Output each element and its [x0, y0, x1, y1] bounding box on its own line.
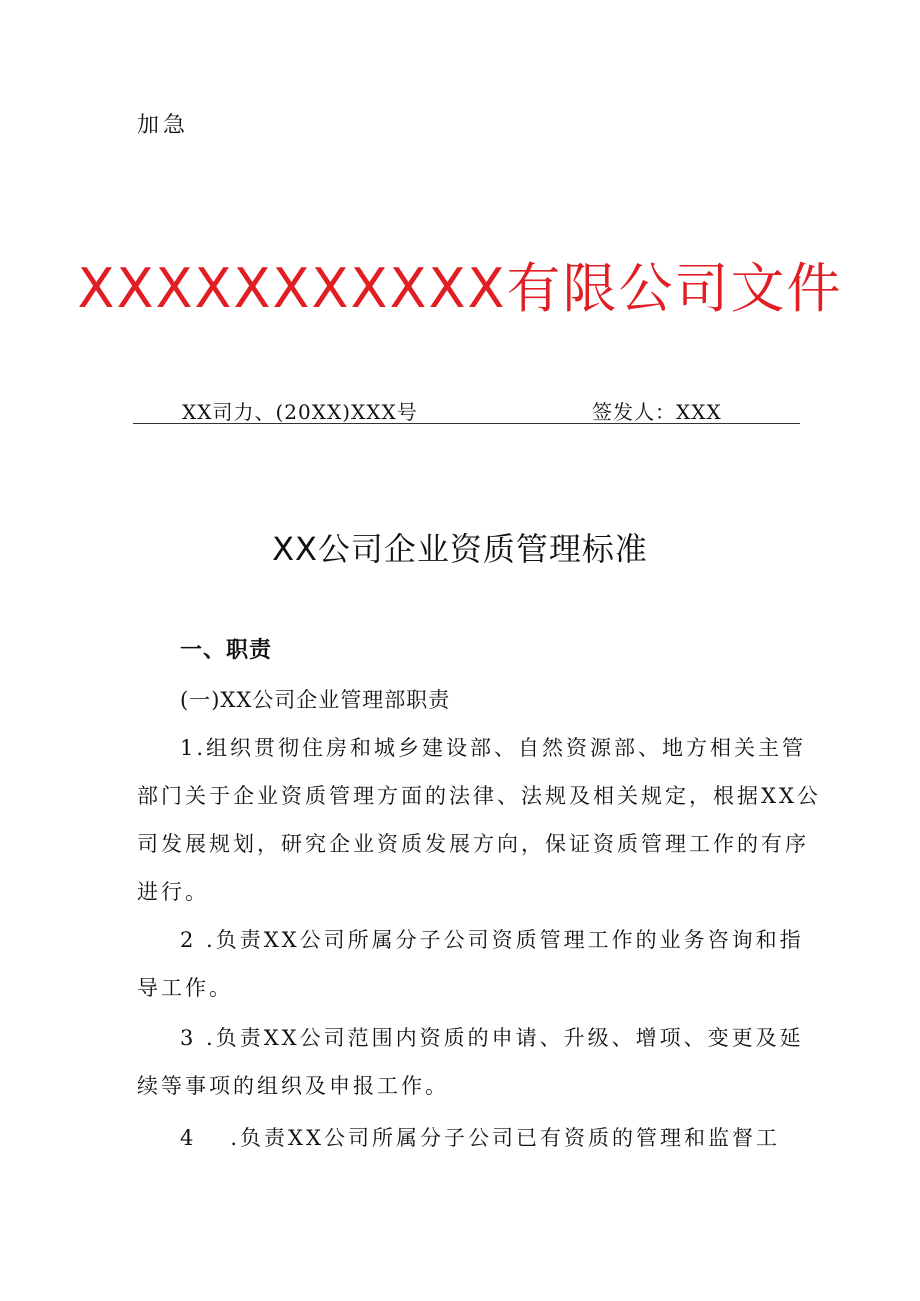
- item-number: 4: [180, 1126, 197, 1150]
- paragraph-item-2: [137, 916, 804, 1012]
- paragraph-line: [137, 1114, 787, 1162]
- subsection-heading: (一)XX公司企业管理部职责: [180, 688, 451, 712]
- paragraph-line: 司发展规划，研究企业资质发展方向，保证资质管理工作的有序: [137, 832, 809, 856]
- paragraph-line: 续等事项的组织及申报工作。: [137, 1074, 449, 1098]
- paragraph-line: 3 .负责XX公司范围内资质的申请、升级、增项、变更及延: [180, 1026, 804, 1050]
- paragraph-item-3: [137, 1014, 804, 1110]
- paragraph-line: 进行。: [137, 880, 209, 904]
- item-text: .负责XX公司所属分子公司已有资质的管理和监督工: [230, 1126, 780, 1150]
- signer-label: 签发人：XXX: [592, 400, 722, 424]
- section-heading: 一、职责: [180, 638, 273, 663]
- paragraph-line: 部门关于企业资质管理方面的法律、法规及相关规定，根据XX公: [137, 784, 821, 808]
- paragraph-line: 导工作。: [137, 976, 233, 1000]
- paragraph-line: 1.组织贯彻住房和城乡建设部、自然资源部、地方相关主管: [180, 736, 807, 760]
- paragraph-line: 2 .负责XX公司所属分子公司资质管理工作的业务咨询和指: [180, 928, 804, 952]
- paragraph-item-1: [137, 724, 821, 916]
- document-header-title: XXXXXXXXXXX有限公司文件: [77, 257, 843, 320]
- paragraph-item-4: [137, 1114, 787, 1162]
- header-divider: [133, 423, 800, 424]
- urgency-label: 加急: [137, 113, 190, 138]
- document-title: XX公司企业资质管理标准: [272, 530, 648, 568]
- document-number: XX司力、(20XX)XXX号: [182, 400, 418, 424]
